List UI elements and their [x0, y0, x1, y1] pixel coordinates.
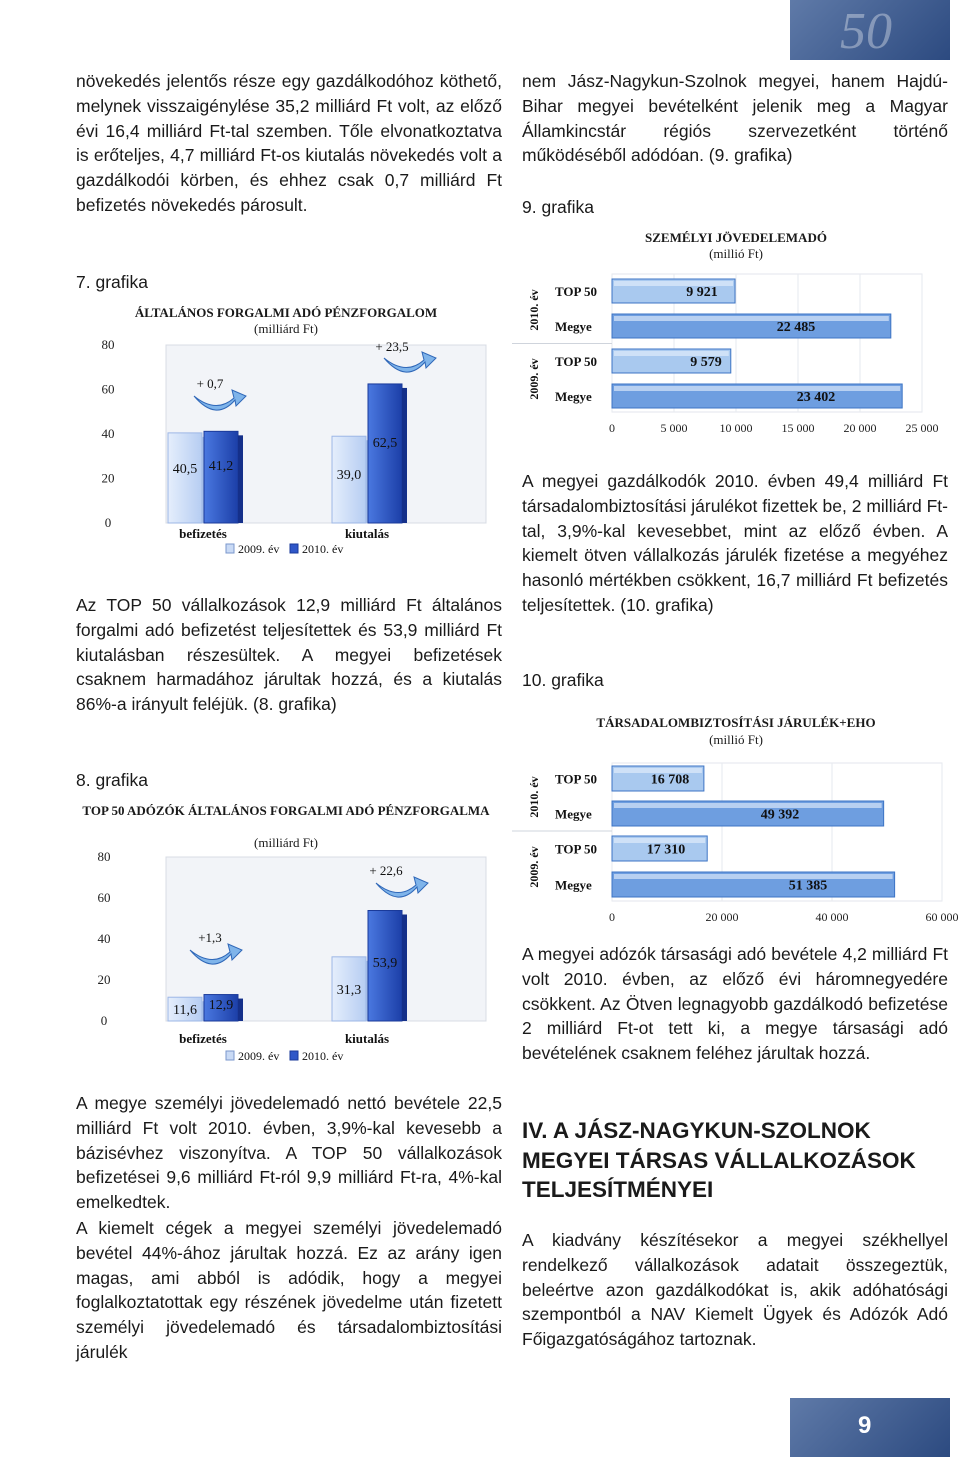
undefined-category-label: TOP 50 — [555, 354, 598, 369]
undefined-category-label: Megye — [555, 389, 592, 404]
left-paragraph-2: Az TOP 50 vállalkozások 12,9 milliárd Ft általános forgalmi adó befizetést teljesítettek és 53,9 milliárd Ft kiutalásban részesültek. A megyei befizetések csaknem harmadához járultak hozzá, és a kiutalás 86%-a irányult feléjük. (8. grafika) — [76, 595, 502, 715]
undefined-category-label: TOP 50 — [555, 771, 598, 787]
undefined-bar-highlight — [614, 316, 889, 321]
left-paragraph-4: A kiemelt cégek a megyei személyi jövedelemadó bevétel 44%-ához járultak hozzá. Ez az arány igen magas, ami abból is adódik, hogy a megyei foglalkoztatottak egy részének jövedelme után fizetett személyi jövedelemadó és társadalombiztosítási járulék — [76, 1218, 502, 1362]
undefined-x-tick: 5 000 — [660, 421, 688, 435]
undefined-value-label: 16 708 — [650, 772, 690, 788]
undefined-y-tick: 80 — [97, 849, 111, 864]
undefined-category-label: kiutalás — [344, 526, 390, 541]
chart-7 — [76, 295, 506, 567]
undefined-bar-highlight — [614, 874, 893, 879]
undefined-x-tick: 25 000 — [905, 421, 939, 435]
undefined-y-tick: 40 — [101, 426, 115, 441]
chart-8 — [76, 795, 506, 1075]
undefined-value-label: 23 402 — [796, 390, 836, 405]
undefined-y-tick: 0 — [104, 515, 112, 530]
undefined-y-tick: 80 — [101, 337, 115, 352]
right-paragraph-3: A megyei adózók társasági adó bevétele 4,2 milliárd Ft volt 2010. évben, az előző évi háromnegyedére csökkent. Az Ötven legnagyobb gazdálkodó befizetése 2 milliárd Ft-ot tett ki, a megye társasági adó bevételének csaknem feléhez járultak hozzá. — [522, 944, 948, 1064]
undefined-bar-side — [402, 915, 407, 1021]
undefined-category-label: befizetés — [179, 1031, 227, 1046]
undefined-y-tick: 60 — [101, 381, 115, 397]
chart-10 — [522, 705, 959, 927]
undefined-change-label: + 23,5 — [375, 339, 409, 354]
chart-7-unit: (milliárd Ft) — [254, 321, 318, 336]
undefined-bar — [204, 431, 238, 523]
undefined-category-label: Megye — [555, 877, 592, 893]
undefined-x-tick: 15 000 — [781, 421, 815, 435]
undefined-change-label: +1,3 — [198, 930, 222, 945]
chart-9-unit: (millió Ft) — [709, 246, 763, 261]
undefined-x-tick: 20 000 — [705, 910, 739, 924]
undefined-value-label: 17 310 — [646, 842, 686, 858]
undefined-category-label: Megye — [555, 319, 592, 334]
undefined-y-tick: 20 — [97, 972, 111, 987]
undefined-value-label: 39,0 — [336, 468, 362, 483]
publication-logo — [790, 0, 950, 60]
undefined-value-label: 12,9 — [208, 998, 234, 1013]
undefined-bar-side — [238, 999, 243, 1021]
undefined-x-tick: 0 — [609, 421, 615, 435]
undefined-group-label: 2009. év — [527, 358, 541, 400]
undefined-change-label: + 22,6 — [369, 863, 403, 878]
undefined-x-tick: 10 000 — [719, 421, 753, 435]
chart-10-plot — [522, 705, 959, 927]
section-heading: IV. A JÁSZ-NAGYKUN-SZOLNOK MEGYEI TÁRSAS VÁLLALKOZÁSOK TELJESÍTMÉNYEI — [522, 1118, 916, 1202]
undefined-value-label: 62,5 — [372, 436, 398, 451]
figure-10-label: 10. grafika — [522, 670, 604, 690]
page-number-box — [790, 1398, 950, 1457]
left-paragraph-3: A megye személyi jövedelemadó nettó bevétele 22,5 milliárd Ft volt 2010. évben, 3,9%-kal kevesebb a bázisévhez viszonyítva. A TOP 50 vállalkozások befizetései 9,6 milliárd Ft-ról 9,9 milliárd Ft-ra, 4%-kal emelkedtek. — [76, 1093, 502, 1213]
undefined-y-tick: 20 — [101, 470, 115, 486]
figure-8-label: 8. grafika — [76, 770, 148, 790]
undefined-value-label: 11,6 — [173, 1003, 197, 1018]
undefined-bar-side — [238, 435, 243, 523]
chart-8-unit: (milliárd Ft) — [254, 835, 318, 850]
chart-10-title: TÁRSADALOMBIZTOSÍTÁSI JÁRULÉK+EHO — [596, 715, 876, 730]
undefined-bar-highlight — [614, 386, 900, 391]
undefined-x-tick: 20 000 — [843, 421, 877, 435]
undefined-x-tick: 60 000 — [925, 910, 959, 924]
undefined-legend-label: 2009. év — [238, 542, 280, 556]
logo-text: 50 — [840, 3, 892, 60]
undefined-category-label: kiutalás — [344, 1031, 390, 1046]
undefined-y-tick: 40 — [97, 931, 111, 946]
undefined-bar-highlight — [614, 803, 882, 808]
undefined-group-label: 2010. év — [527, 776, 541, 818]
undefined-value-label: 9 921 — [686, 285, 718, 300]
undefined-legend-swatch — [290, 544, 298, 553]
undefined-value-label: 49 392 — [760, 807, 800, 823]
undefined-legend-swatch — [226, 544, 234, 553]
undefined-y-tick: 0 — [100, 1013, 108, 1028]
undefined-legend-label: 2010. év — [302, 1049, 344, 1063]
chart-10-unit: (millió Ft) — [709, 732, 763, 747]
undefined-x-tick: 40 000 — [815, 910, 849, 924]
undefined-y-tick: 60 — [97, 890, 111, 905]
undefined-group-label: 2010. év — [527, 289, 541, 331]
undefined-legend-label: 2009. év — [238, 1049, 280, 1063]
undefined-category-label: Megye — [555, 806, 592, 822]
chart-7-title: ÁLTALÁNOS FORGALMI ADÓ PÉNZFORGALOM — [134, 305, 438, 320]
figure-9-label: 9. grafika — [522, 197, 594, 217]
undefined-bar-side — [402, 388, 407, 523]
undefined-legend-swatch — [226, 1051, 234, 1060]
chart-7-plot — [76, 295, 506, 567]
chart-8-title: TOP 50 ADÓZÓK ÁLTALÁNOS FORGALMI ADÓ PÉNZFORGALMA — [82, 803, 490, 818]
page-number: 9 — [858, 1412, 872, 1439]
undefined-bar — [368, 384, 402, 523]
right-paragraph-2: A megyei gazdálkodók 2010. évben 49,4 milliárd Ft társadalombiztosítási járulékot fizettek be, 2 milliárd Ft-tal, 3,9%-kal kevesebbet, mint az előző évben. A kiemelt ötven vállalkozás járulék fizetése a megyéhez hasonló mértékben csökkent, 16,7 milliárd Ft befizetés teljesítettek. (10. grafika) — [522, 471, 948, 615]
undefined-change-label: + 0,7 — [196, 376, 224, 391]
undefined-value-label: 9 579 — [690, 355, 722, 370]
chart-9 — [522, 222, 950, 440]
undefined-value-label: 51 385 — [788, 878, 828, 894]
chart-8-plot — [76, 795, 506, 1075]
undefined-legend-swatch — [290, 1051, 298, 1060]
undefined-category-label: befizetés — [179, 526, 227, 541]
chart-9-title: SZEMÉLYI JÖVEDELEMADÓ — [645, 230, 827, 245]
undefined-category-label: TOP 50 — [555, 284, 598, 299]
undefined-value-label: 22 485 — [776, 320, 816, 335]
undefined-value-label: 53,9 — [372, 956, 398, 971]
undefined-value-label: 31,3 — [336, 983, 362, 998]
figure-7-label: 7. grafika — [76, 272, 148, 292]
right-paragraph-1: nem Jász-Nagykun-Szolnok megyei, hanem Hajdú-Bihar megyei bevételként jelenik meg a Magyar Államkincstár régiós szervezetként történő működéséből adódóan. (9. grafika) — [522, 71, 948, 166]
undefined-bar — [168, 433, 202, 523]
undefined-category-label: TOP 50 — [555, 841, 598, 857]
chart-9-plot — [522, 222, 950, 440]
undefined-group-label: 2009. év — [527, 846, 541, 888]
undefined-legend-label: 2010. év — [302, 542, 344, 556]
left-paragraph-1: növekedés jelentős része egy gazdálkodóhoz köthető, melynek visszaigénylése 35,2 milliárd Ft volt, az előző évi 16,4 milliárd Ft-tal szemben. Tőle elvonatkoztatva is erőteljes, 4,7 milliárd Ft-os kiutalás növekedés volt a gazdálkodói körben, és ehhez csak 0,7 milliárd Ft befizetés növekedés párosult. — [76, 71, 502, 215]
right-paragraph-4: A kiadvány készítésekor a megyei székhellyel rendelkező vállalkozások adatait összegeztük, beleértve azon gazdálkodókat is, akik adóhatósági szempontból a NAV Kiemelt Ügyek és Adózók Adó Főigazgatóságához tartoznak. — [522, 1230, 948, 1350]
undefined-value-label: 41,2 — [208, 459, 234, 474]
undefined-value-label: 40,5 — [172, 462, 198, 477]
undefined-x-tick: 0 — [609, 910, 615, 924]
